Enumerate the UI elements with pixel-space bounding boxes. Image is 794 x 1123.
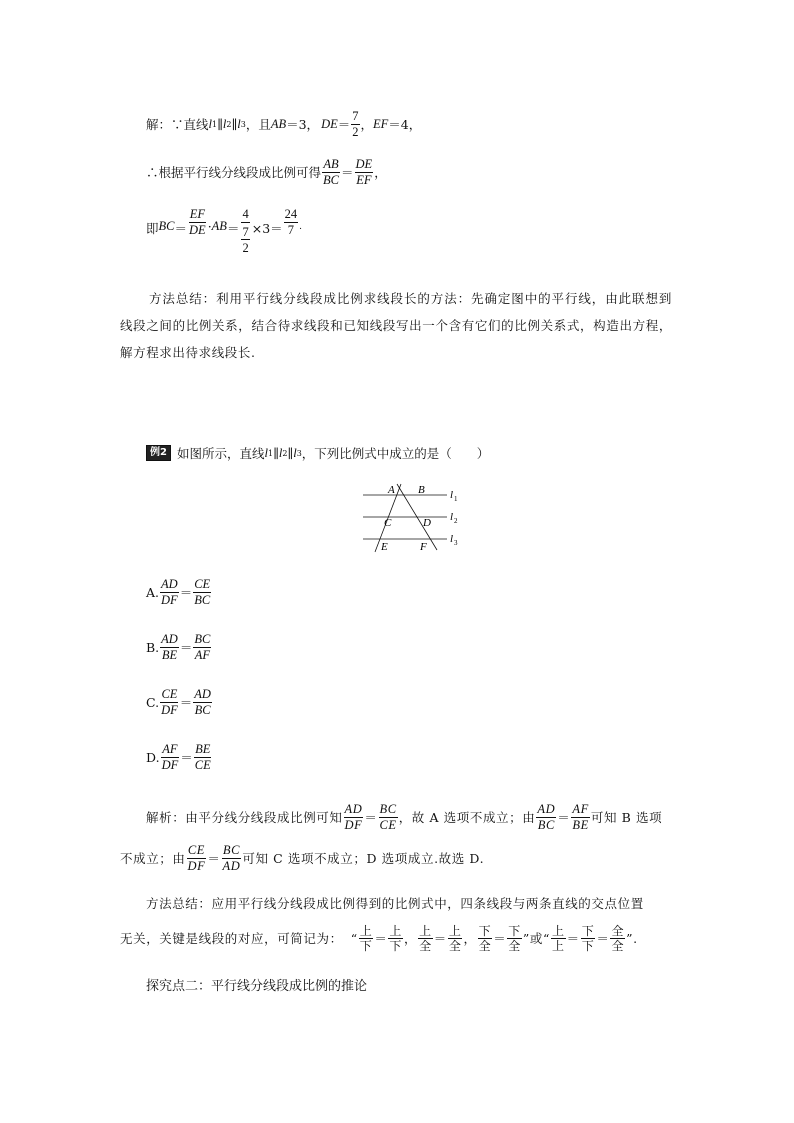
method-summary-2-line-1: 方法总结：应用平行线分线段成比例得到的比例式中，四条线段与两条直线的交点位置: [146, 896, 644, 911]
solution-prefix: 解：∵直线: [146, 117, 209, 132]
point-e: E: [381, 541, 388, 553]
parallel-lines-figure: [355, 480, 475, 558]
point-a: A: [388, 484, 395, 496]
point-c: C: [384, 517, 392, 529]
point-b: B: [418, 484, 425, 496]
method-summary-1: 方法总结：利用平行线分线段成比例求线段长的方法：先确定图中的平行线，由此联想到线段之间的比例关系，结合待求线段和已知线段写出一个含有它们的比例关系式，构造出方程，解方程求出待求线段长.: [120, 291, 672, 360]
option-b[interactable]: B. $\frac{AD}{BE}$ ＝ $\frac{BC}{AF}$: [146, 632, 211, 662]
label-l1: l: [450, 489, 454, 501]
point-d: D: [423, 517, 431, 529]
solution-line-2: ∴根据平行线分线段成比例可得 $\frac{AB}{BC}$ ＝ $\frac{DE}{EF}$ ，: [146, 157, 387, 187]
label-l3-sub: 3: [454, 539, 458, 547]
example-2-header: 例2 如图所示，直线 l 1 ∥ l 2 ∥ l 3 ，下列比例式中成立的是（ ）: [146, 443, 489, 463]
fraction-seven-halves: $\frac{7}{2}$: [352, 109, 359, 139]
option-d[interactable]: D. $\frac{AF}{DF}$ ＝ $\frac{BE}{CE}$: [146, 742, 211, 772]
solution-line-1: 解：∵直线 l 1 ∥ l 2 ∥ l 3 ，且 AB ＝3， DE ＝ $\frac{7}{2}$ ， EF ＝4，: [146, 109, 422, 139]
section-title: 探究点二：平行线分线段成比例的推论: [146, 978, 368, 994]
label-l2: l: [450, 511, 454, 523]
option-a[interactable]: A. $\frac{AD}{DF}$ ＝ $\frac{CE}{BC}$: [146, 577, 211, 607]
solution-line-3: 即 BC ＝ $\frac{EF}{DE}$ · AB ＝ 4 7 2 ×3＝ $\frac{24}{7}$ .: [146, 207, 303, 255]
analysis-line-1: 解析：由平分线分线段成比例可知 $\frac{AD}{DF}$ ＝ $\frac{BC}{CE}$ ，故 A 选项不成立；由 $\frac{AD}{BC}$ ＝ $\frac{AF}{BE}$ 可知 B 选项: [146, 802, 663, 832]
nested-fraction: 4 7 2: [242, 207, 249, 255]
analysis-line-2: 不成立；由 $\frac{CE}{DF}$ ＝ $\frac{BC}{AD}$ 可知 C 选项不成立；D 选项成立.故选 D.: [120, 843, 485, 873]
label-l3: l: [450, 533, 454, 545]
label-l1-sub: 1: [454, 495, 458, 503]
point-f: F: [420, 541, 427, 553]
label-l2-sub: 2: [454, 517, 458, 525]
option-c[interactable]: C. $\frac{CE}{DF}$ ＝ $\frac{AD}{BC}$: [146, 687, 211, 717]
example-badge: 例2: [146, 445, 171, 461]
method-summary-2-line-2: 无关，关键是线段的对应，可简记为： “ $\frac{\text{上}}{\text{下}}$ ＝ $\frac{\text{上}}{\text{下}}$ ， $\frac{\text{上}}{\text{全}}$ ＝ $\frac{\text{上}}{\text{全}}$ ， $\frac{\text{下}}{\text{全}}$ ＝ $\frac{\text{下}}{\text{全}}$ ” 或 “ $\frac{\text{上}}{\text{上}}$ ＝ $\frac{\text{下}}{\text{下}}$ ＝ $\frac{\text{全}}{\text{全}}$ ” .: [120, 923, 638, 953]
